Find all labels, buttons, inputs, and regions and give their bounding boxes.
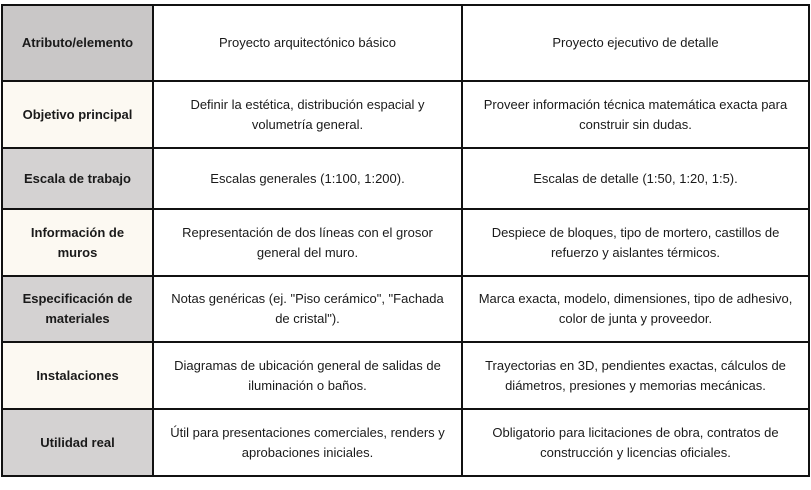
- table-row: [2, 81, 809, 148]
- row-detail-cell: Trayectorias en 3D, pendientes exactas, cálculos de diámetros, presiones y memorias mecánicas.: [462, 342, 809, 409]
- table-row: [2, 342, 809, 409]
- header-attribute: Atributo/elemento: [2, 5, 153, 81]
- header-basic-project: Proyecto arquitectónico básico: [153, 5, 462, 81]
- row-detail-cell: Despiece de bloques, tipo de mortero, castillos de refuerzo y aislantes térmicos.: [462, 209, 809, 276]
- header-detail-project: Proyecto ejecutivo de detalle: [462, 5, 809, 81]
- row-detail-cell: Marca exacta, modelo, dimensiones, tipo de adhesivo, color de junta y proveedor.: [462, 276, 809, 342]
- row-attribute: Especificación de materiales: [2, 276, 153, 342]
- row-basic-cell: Útil para presentaciones comerciales, renders y aprobaciones iniciales.: [153, 409, 462, 476]
- table-row: [2, 148, 809, 209]
- row-basic-cell: Representación de dos líneas con el grosor general del muro.: [153, 209, 462, 276]
- row-basic-cell: Diagramas de ubicación general de salidas de iluminación o baños.: [153, 342, 462, 409]
- row-attribute: Información de muros: [2, 209, 153, 276]
- row-basic-cell: Definir la estética, distribución espacial y volumetría general.: [153, 81, 462, 148]
- row-attribute: Instalaciones: [2, 342, 153, 409]
- row-attribute: Utilidad real: [2, 409, 153, 476]
- row-detail-cell: Proveer información técnica matemática exacta para construir sin dudas.: [462, 81, 809, 148]
- table-row: [2, 276, 809, 342]
- row-detail-cell: Escalas de detalle (1:50, 1:20, 1:5).: [462, 148, 809, 209]
- table-header-row: [2, 5, 809, 81]
- row-attribute: Escala de trabajo: [2, 148, 153, 209]
- table-row: [2, 409, 809, 476]
- table-row: [2, 209, 809, 276]
- comparison-table: [1, 4, 810, 477]
- row-detail-cell: Obligatorio para licitaciones de obra, contratos de construcción y licencias oficiales.: [462, 409, 809, 476]
- row-attribute: Objetivo principal: [2, 81, 153, 148]
- row-basic-cell: Escalas generales (1:100, 1:200).: [153, 148, 462, 209]
- row-basic-cell: Notas genéricas (ej. "Piso cerámico", "Fachada de cristal").: [153, 276, 462, 342]
